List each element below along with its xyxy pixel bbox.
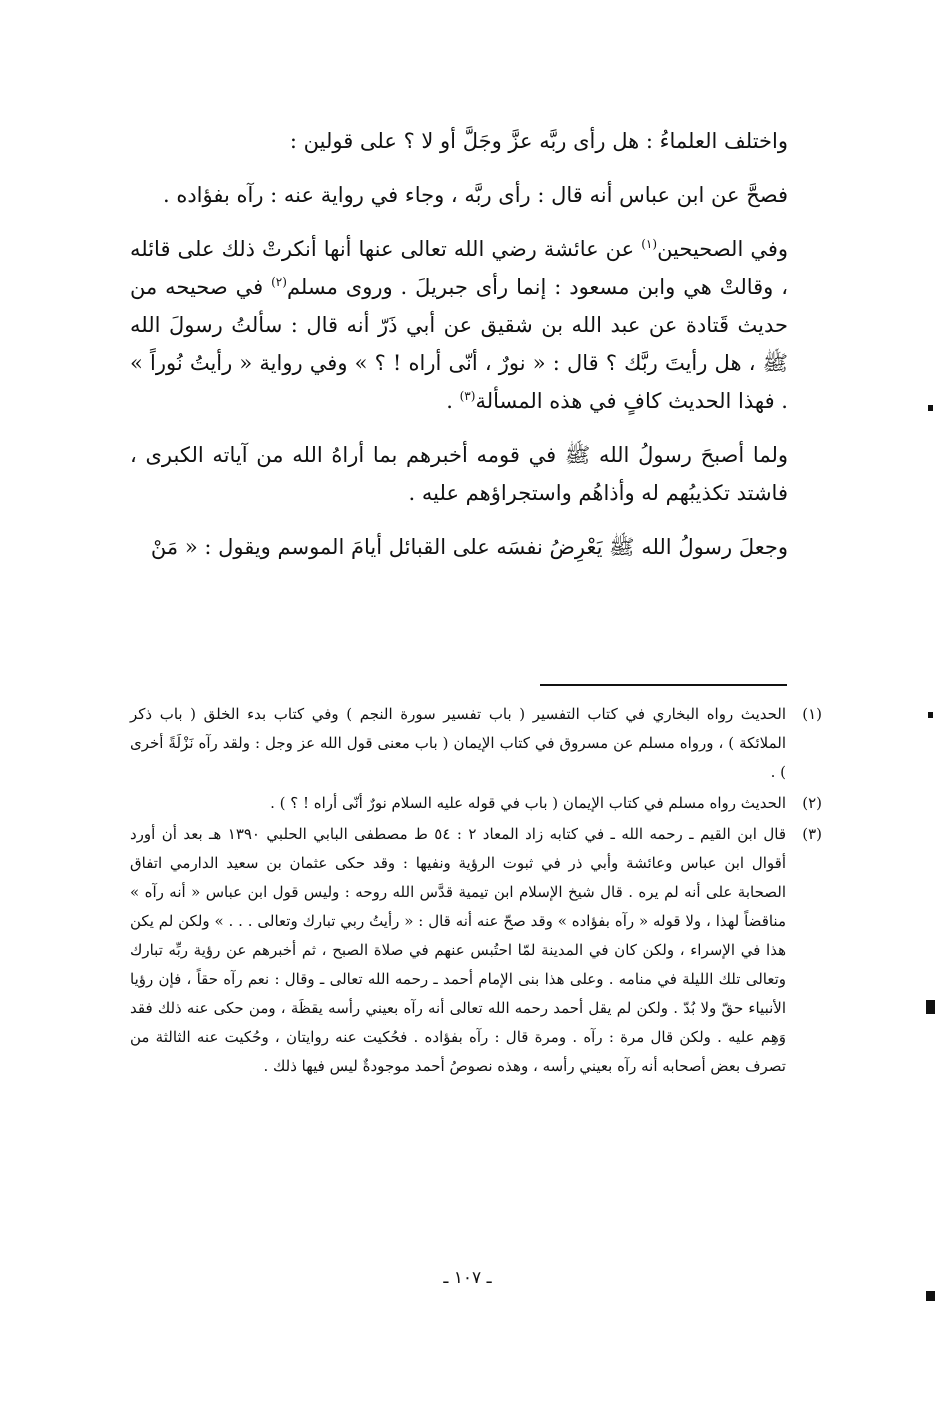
footnote-text: الحديث رواه مسلم في كتاب الإيمان ( باب في قوله عليه السلام نورٌ أنّى أراه ! ؟ ) . (270, 794, 786, 812)
footnote (130, 700, 822, 787)
paragraph-text: . (446, 389, 460, 413)
footnote-text: قال ابن القيم ـ رحمه الله ـ في كتابه زاد المعاد ٢ : ٥٤ ط مصطفى البابي الحلبي ١٣٩٠ هـ بعد أن أورد أقوال ابن عباس وعائشة وأبي ذر في ثبوت الرؤية ونفيها : وقد حكى عثمان بن سعيد الدارمي اتفاق الصحابة على أنه لم يره . قال شيخ الإسلام ابن تيمية قدَّس الله روحه : وليس قول ابن عباس « أنه رآه » مناقضاً لهذا ، ولا قوله « رآه بفؤاده » وقد صحّ عنه أنه قال : « رأيتُ ربي تبارك وتعالى . . . » ولكن لم يكن هذا في الإسراء ، ولكن كان في المدينة لمّا احتُبس عنهم في صلاة الصبح ، ثم أخبرهم عن رؤية ربِّه تبارك وتعالى تلك الليلة في منامه . وعلى هذا بنى الإمام أحمد ـ رحمه الله تعالى ـ وقال : نعم رآه حقاً ، فإن رؤيا الأنبياء حقّ ولا بُدّ . ولكن لم يقل أحمد رحمه الله تعالى أنه رآه بعيني رأسه يقظَة ، ومن حكى عنه ذلك فقد وَهِم عليه . ولكن قال مرة : رآه . ومرة قال : رآه بفؤاده . فحُكيت عنه روايتان ، وحُكيت عنه الثالثة من تصرف بعض أصحابه أنه رآه بعيني رأسه ، وهذه نصوصُ أحمد موجودةٌ ليس فيها ذلك . (130, 825, 787, 1075)
scan-mark (928, 405, 933, 411)
footnote-text: الحديث رواه البخاري في كتاب التفسير ( باب تفسير سورة النجم ) وفي كتاب بدء الخلق ( باب ذكر الملائكة ) ، ورواه مسلم عن مسروق في كتاب الإيمان ( باب معنى قول الله عز وجل : ولقد رآه نَزْلَةً أخرى ) . (130, 705, 786, 781)
page-number: ـ ١٠٧ ـ (443, 1268, 492, 1288)
paragraph-text: وفي الصحيحين (657, 237, 789, 261)
main-text (130, 122, 788, 582)
footnote-number: (١) (802, 705, 822, 723)
footnotes (130, 700, 822, 1083)
paragraph-text: في صحيحه من حديث قَتادة عن عبد الله بن شقيق عن أبي ذَرّ أنه قال : سألتُ رسولَ الله ﷺ ، هل رأيتَ ربَّك ؟ قال : « نورٌ ، أنّى أراه ! ؟ » وفي رواية « رأيتُ نُوراً » . فهذا الحديث كافٍ في هذه المسألة (130, 275, 788, 413)
paragraph-text: فصحَّ عن ابن عباس أنه قال : رأى ربَّه ، وجاء في رواية عنه : رآه بفؤاده . (162, 183, 788, 207)
footnote-number: (٢) (802, 794, 822, 812)
footnote-ref: (١) (641, 237, 658, 251)
paragraph-text: عن عائشة رضي الله تعالى عنها أنها أنكرتْ ذلك على قائله ، وقالتْ هي وابن مسعود : إنما رأى جبريلَ . وروى مسلم (130, 237, 789, 299)
footnote-separator (540, 684, 787, 686)
footnote-ref: (٢) (271, 275, 287, 289)
paragraph-text: واختلف العلماءُ : هل رأى ربَّه عزَّ وجَلَّ أو لا ؟ على قولين : (289, 129, 788, 153)
scan-mark (926, 1291, 935, 1301)
footnote-ref: (٣) (459, 389, 476, 403)
footnote (130, 789, 822, 818)
footnote (130, 820, 822, 1081)
paragraph (130, 436, 788, 512)
scan-mark (928, 712, 933, 718)
scan-mark (926, 1000, 935, 1014)
paragraph-text: ولما أصبحَ رسولُ الله ﷺ في قومه أخبرهم بما أراهُ الله من آياته الكبرى ، فاشتد تكذيبُهم له وأذاهُم واستجراؤهم عليه . (130, 443, 788, 505)
paragraph (130, 230, 788, 420)
paragraph (130, 176, 788, 214)
footnote-number: (٣) (802, 825, 822, 843)
paragraph-text: وجعلَ رسولُ الله ﷺ يَعْرِضُ نفسَه على القبائل أيامَ الموسم ويقول : « مَنْ (150, 535, 788, 559)
paragraph (130, 122, 788, 160)
paragraph (130, 528, 788, 566)
